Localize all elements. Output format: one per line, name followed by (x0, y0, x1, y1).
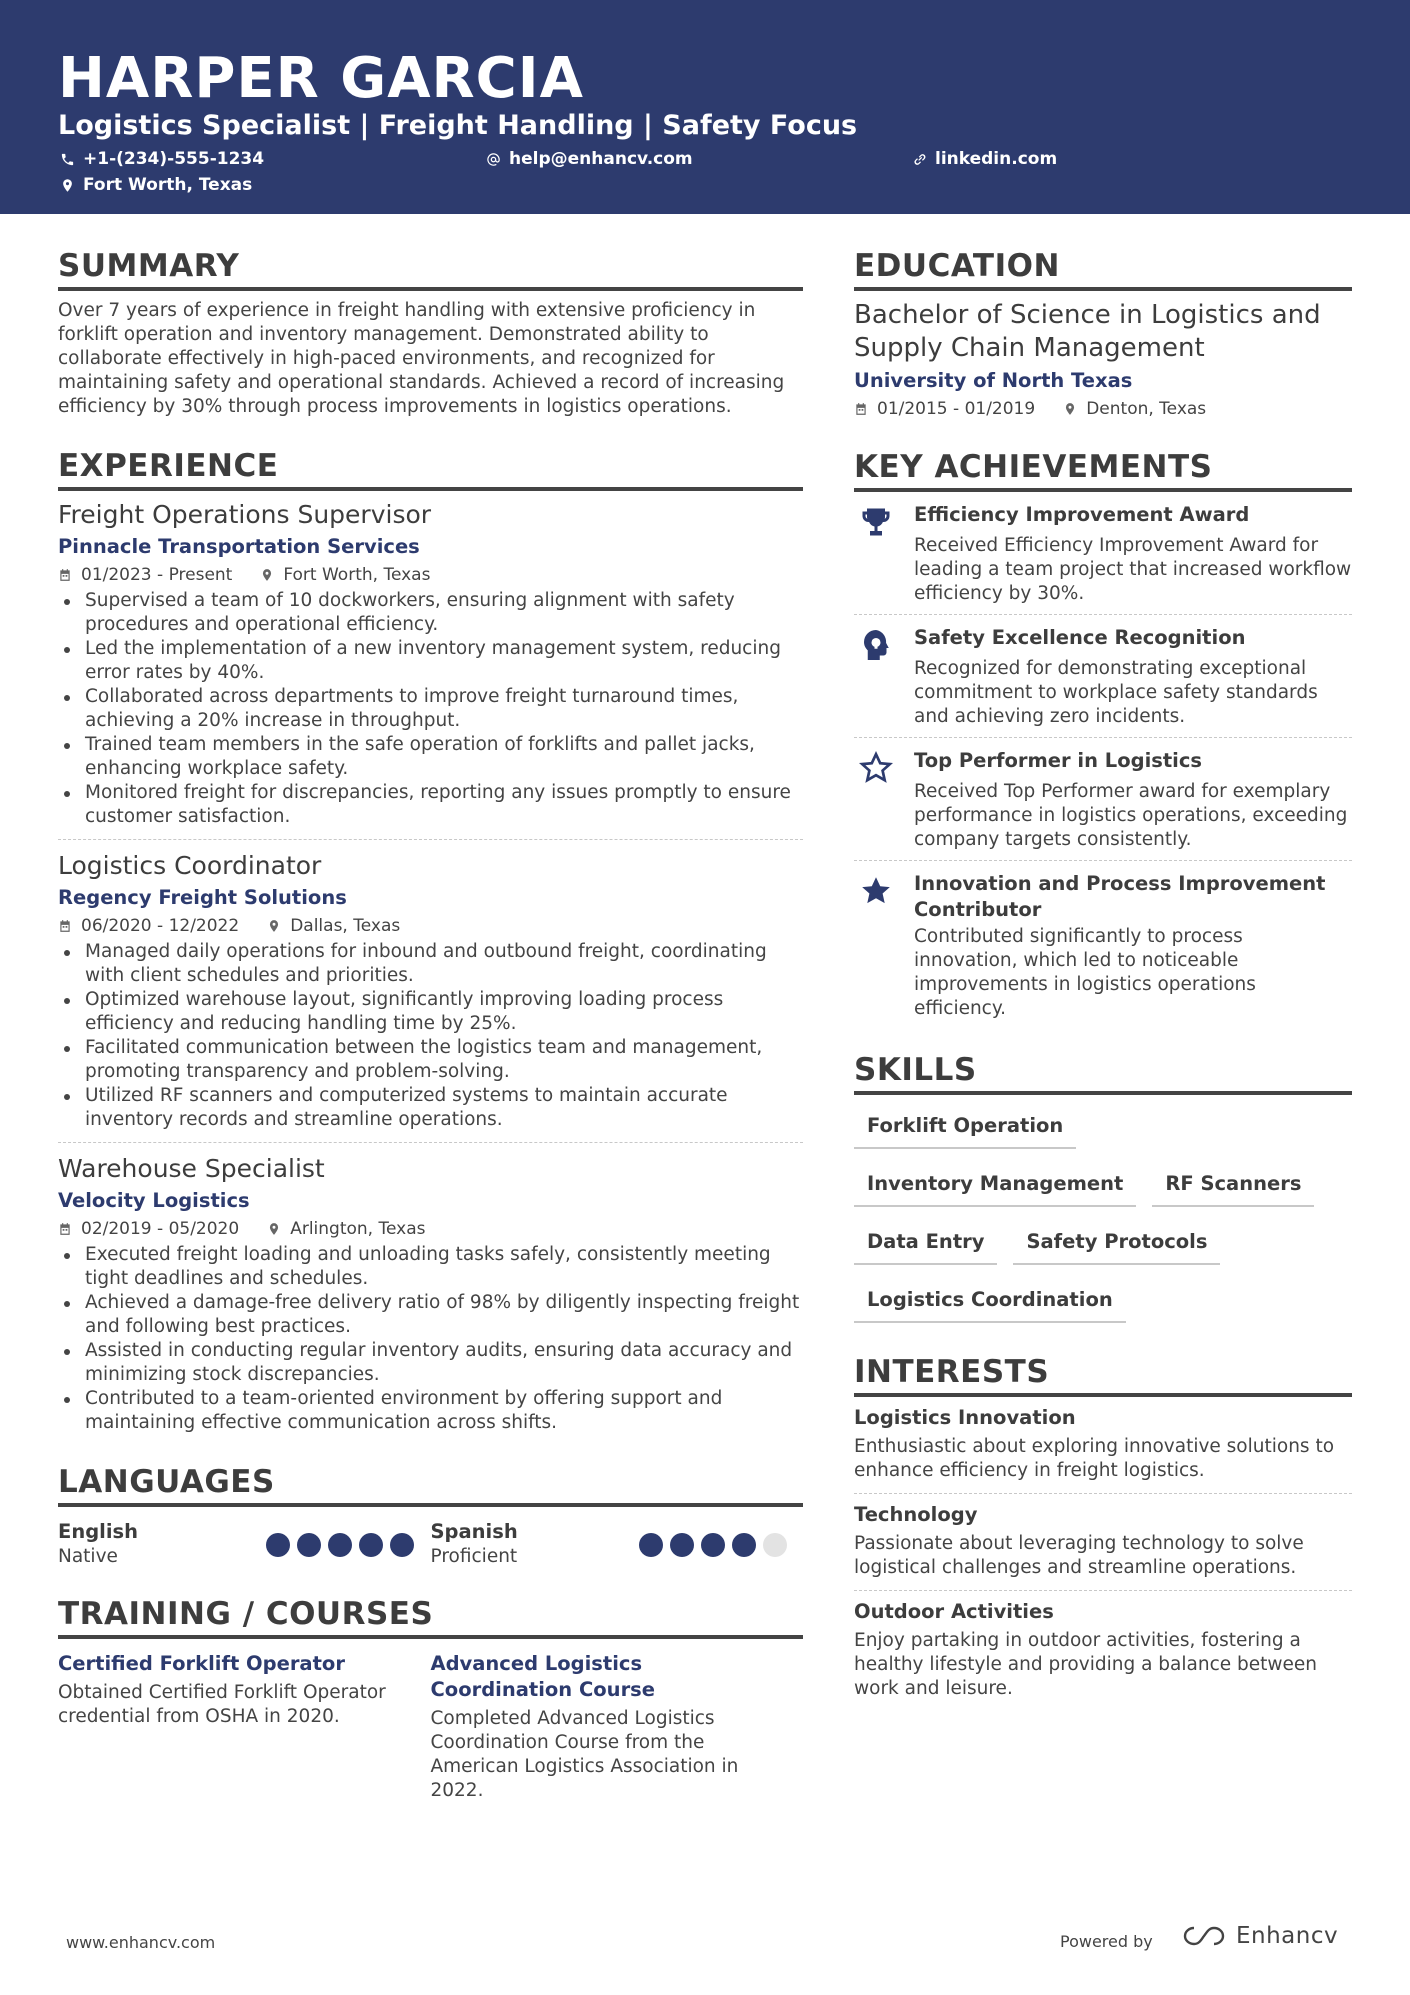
skill-tag: RF Scanners (1152, 1163, 1314, 1207)
job-bullet: Executed freight loading and unloading tasks safely, consistently meeting tight deadlines and schedules. (58, 1243, 803, 1291)
course-title: Certified Forklift Operator (58, 1652, 345, 1675)
interest-title: Logistics Innovation (854, 1406, 1076, 1429)
contact-linkedin[interactable] (912, 148, 1057, 170)
summary-title: SUMMARY (58, 247, 803, 291)
star-outline-icon (858, 750, 894, 786)
contact-phone[interactable] (60, 148, 264, 170)
achievement-item (854, 738, 1352, 861)
languages-section (58, 1463, 803, 1571)
job-bullets (58, 940, 803, 1132)
training-title: TRAINING / COURSES (58, 1595, 803, 1639)
achievement-desc: Contributed significantly to process innovation, which led to noticeable improvements in logistics operations efficiency. (914, 926, 1256, 1019)
job-company: Velocity Logistics (58, 1189, 250, 1212)
achievement-title: Safety Excellence Recognition (914, 626, 1246, 649)
contact-phone-text: +1-(234)-555-1234 (83, 149, 265, 169)
course-desc: Completed Advanced Logistics Coordination Course from the American Logistics Association in 2022. (430, 1708, 739, 1801)
interest-item (854, 1494, 1352, 1591)
language-level: Proficient (430, 1546, 518, 1567)
achievements-section (854, 448, 1352, 1029)
job-bullet: Monitored freight for discrepancies, reporting any issues promptly to ensure customer satisfaction. (58, 781, 803, 829)
link-icon (912, 152, 927, 167)
achievement-item (854, 615, 1352, 738)
job-bullet: Contributed to a team-oriented environment by offering support and maintaining effective communication across shifts. (58, 1387, 803, 1435)
job-bullets (58, 1243, 803, 1435)
achievement-desc: Recognized for demonstrating exceptional commitment to workplace safety standards and achieving zero incidents. (914, 658, 1318, 727)
job-location: Dallas, Texas (290, 916, 401, 936)
achievement-item (854, 492, 1352, 615)
job-bullet: Collaborated across departments to improve freight turnaround times, achieving a 20% increase in throughput. (58, 685, 803, 733)
course-item (431, 1651, 804, 1803)
location-pin-icon (60, 178, 75, 193)
education-section (854, 247, 1352, 420)
location-pin-icon (1063, 402, 1077, 416)
course-desc: Obtained Certified Forklift Operator credential from OSHA in 2020. (58, 1682, 386, 1727)
job-title: Freight Operations Supervisor (58, 500, 432, 529)
job-entry (58, 1153, 803, 1445)
achievement-desc: Received Top Performer award for exemplary performance in logistics operations, exceeding company targets consistently. (914, 781, 1348, 850)
language-name: English (58, 1520, 139, 1543)
job-entry (58, 499, 803, 840)
achievement-icon-wrap (854, 502, 914, 606)
education-location: Denton, Texas (1086, 399, 1207, 419)
skill-tag: Forklift Operation (854, 1105, 1076, 1149)
contact-email-text: help@enhancv.com (509, 149, 693, 169)
experience-section (58, 447, 803, 1445)
rating-dot-filled (732, 1533, 756, 1557)
job-bullet: Achieved a damage-free delivery ratio of 98% by diligently inspecting freight and following best practices. (58, 1291, 803, 1339)
interest-title: Technology (854, 1503, 978, 1526)
achievements-title: KEY ACHIEVEMENTS (854, 448, 1352, 492)
job-dates: 02/2019 - 05/2020 (81, 1219, 240, 1239)
job-bullet: Assisted in conducting regular inventory audits, ensuring data accuracy and minimizing stock discrepancies. (58, 1339, 803, 1387)
rating-dot-filled (639, 1533, 663, 1557)
job-bullet: Facilitated communication between the logistics team and management, promoting transparency and problem-solving. (58, 1036, 803, 1084)
achievement-item (854, 861, 1352, 1029)
skill-tag: Logistics Coordination (854, 1279, 1126, 1323)
contact-linkedin-text: linkedin.com (935, 149, 1058, 169)
trophy-icon (858, 504, 894, 540)
job-bullet: Managed daily operations for inbound and outbound freight, coordinating with client schedules and priorities. (58, 940, 803, 988)
job-company: Regency Freight Solutions (58, 886, 347, 909)
calendar-icon (58, 1222, 72, 1236)
location-pin-icon (267, 1222, 281, 1236)
achievement-title: Efficiency Improvement Award (914, 503, 1250, 526)
skill-tag: Data Entry (854, 1221, 997, 1265)
job-dates: 06/2020 - 12/2022 (81, 916, 240, 936)
left-column (58, 214, 803, 1803)
rating-dot-filled (359, 1533, 383, 1557)
language-item (58, 1519, 431, 1571)
achievement-title: Innovation and Process Improvement Contributor (914, 872, 1326, 921)
rating-dot-filled (670, 1533, 694, 1557)
enhancv-logo[interactable] (1180, 1922, 1338, 1950)
language-name: Spanish (430, 1520, 518, 1543)
achievement-title: Top Performer in Logistics (914, 749, 1203, 772)
language-item (431, 1519, 804, 1571)
contact-location (60, 174, 252, 196)
job-bullet: Supervised a team of 10 dockworkers, ensuring alignment with safety procedures and operational efficiency. (58, 589, 803, 637)
job-bullet: Optimized warehouse layout, significantly improving loading process efficiency and reducing handling time by 25%. (58, 988, 803, 1036)
rating-dot-filled (297, 1533, 321, 1557)
achievement-desc: Received Efficiency Improvement Award for leading a team project that increased workflow efficiency by 30%. (914, 535, 1352, 604)
job-bullet: Trained team members in the safe operation of forklifts and pallet jacks, enhancing workplace safety. (58, 733, 803, 781)
interests-title: INTERESTS (854, 1353, 1352, 1397)
star-filled-icon (858, 873, 894, 909)
experience-title: EXPERIENCE (58, 447, 803, 491)
enhancv-logo-icon (1180, 1922, 1228, 1950)
achievement-icon-wrap (854, 871, 914, 1021)
job-dates: 01/2023 - Present (81, 565, 233, 585)
language-level: Native (58, 1546, 118, 1567)
achievement-icon-wrap (854, 748, 914, 852)
education-degree: Bachelor of Science in Logistics and Supply Chain Management (854, 300, 1321, 363)
education-title: EDUCATION (854, 247, 1352, 291)
job-title: Warehouse Specialist (58, 1154, 325, 1183)
interest-item (854, 1591, 1352, 1711)
rating-dot-empty (763, 1533, 787, 1557)
skill-tag: Safety Protocols (1013, 1221, 1220, 1265)
rating-dot-filled (390, 1533, 414, 1557)
interest-desc: Enthusiastic about exploring innovative solutions to enhance efficiency in freight logistics. (854, 1436, 1335, 1481)
contact-location-text: Fort Worth, Texas (83, 175, 253, 195)
calendar-icon (58, 919, 72, 933)
enhancv-logo-text: Enhancv (1236, 1923, 1339, 1949)
footer-powered-by: Powered by (1060, 1932, 1153, 1951)
interest-desc: Passionate about leveraging technology to solve logistical challenges and streamline operations. (854, 1533, 1304, 1578)
footer-url[interactable]: www.enhancv.com (66, 1933, 216, 1952)
job-location: Arlington, Texas (290, 1219, 426, 1239)
candidate-name: HARPER GARCIA (58, 46, 584, 111)
languages-list (58, 1519, 803, 1571)
languages-title: LANGUAGES (58, 1463, 803, 1507)
education-dates: 01/2015 - 01/2019 (877, 399, 1036, 419)
job-bullet: Utilized RF scanners and computerized systems to maintain accurate inventory records and streamline operations. (58, 1084, 803, 1132)
summary-text: Over 7 years of experience in freight handling with extensive proficiency in forklift operation and inventory management. Demonstrated ability to collaborate effectively in high-paced environments, and recognized for maintaining safety and operational standards. Achieved a record of increasing efficiency by 30% through process improvements in logistics operations. (58, 300, 785, 417)
rating-dot-filled (328, 1533, 352, 1557)
course-item (58, 1651, 431, 1803)
interests-section (854, 1353, 1352, 1711)
at-icon (486, 152, 501, 167)
job-meta (58, 564, 803, 586)
job-meta (58, 1218, 803, 1240)
achievement-icon-wrap (854, 625, 914, 729)
calendar-icon (58, 568, 72, 582)
education-meta (854, 398, 1352, 420)
job-bullets (58, 589, 803, 829)
education-school: University of North Texas (854, 369, 1133, 392)
location-pin-icon (260, 568, 274, 582)
interest-item (854, 1397, 1352, 1494)
location-pin-icon (267, 919, 281, 933)
training-list (58, 1651, 803, 1803)
candidate-tagline: Logistics Specialist | Freight Handling | Safety Focus (58, 110, 858, 141)
skills-list (854, 1105, 1352, 1337)
job-entry (58, 850, 803, 1143)
skill-tag: Inventory Management (854, 1163, 1136, 1207)
course-title: Advanced Logistics Coordination Course (430, 1652, 656, 1701)
job-company: Pinnacle Transportation Services (58, 535, 420, 558)
skills-title: SKILLS (854, 1051, 1352, 1095)
job-bullet: Led the implementation of a new inventory management system, reducing error rates by 40%. (58, 637, 803, 685)
language-rating (639, 1533, 787, 1557)
resume-header (0, 0, 1410, 214)
rating-dot-filled (701, 1533, 725, 1557)
language-rating (266, 1533, 414, 1557)
interest-title: Outdoor Activities (854, 1600, 1054, 1623)
training-section (58, 1595, 803, 1803)
interest-desc: Enjoy partaking in outdoor activities, fostering a healthy lifestyle and providing a balance between work and leisure. (854, 1630, 1318, 1699)
contact-email[interactable] (486, 148, 693, 170)
right-column (854, 214, 1352, 1711)
summary-section (58, 247, 803, 419)
skills-section (854, 1051, 1352, 1337)
job-title: Logistics Coordinator (58, 851, 322, 880)
calendar-icon (854, 402, 868, 416)
job-location: Fort Worth, Texas (283, 565, 431, 585)
job-meta (58, 915, 803, 937)
phone-icon (60, 152, 75, 167)
rating-dot-filled (266, 1533, 290, 1557)
head-bulb-icon (858, 627, 894, 663)
